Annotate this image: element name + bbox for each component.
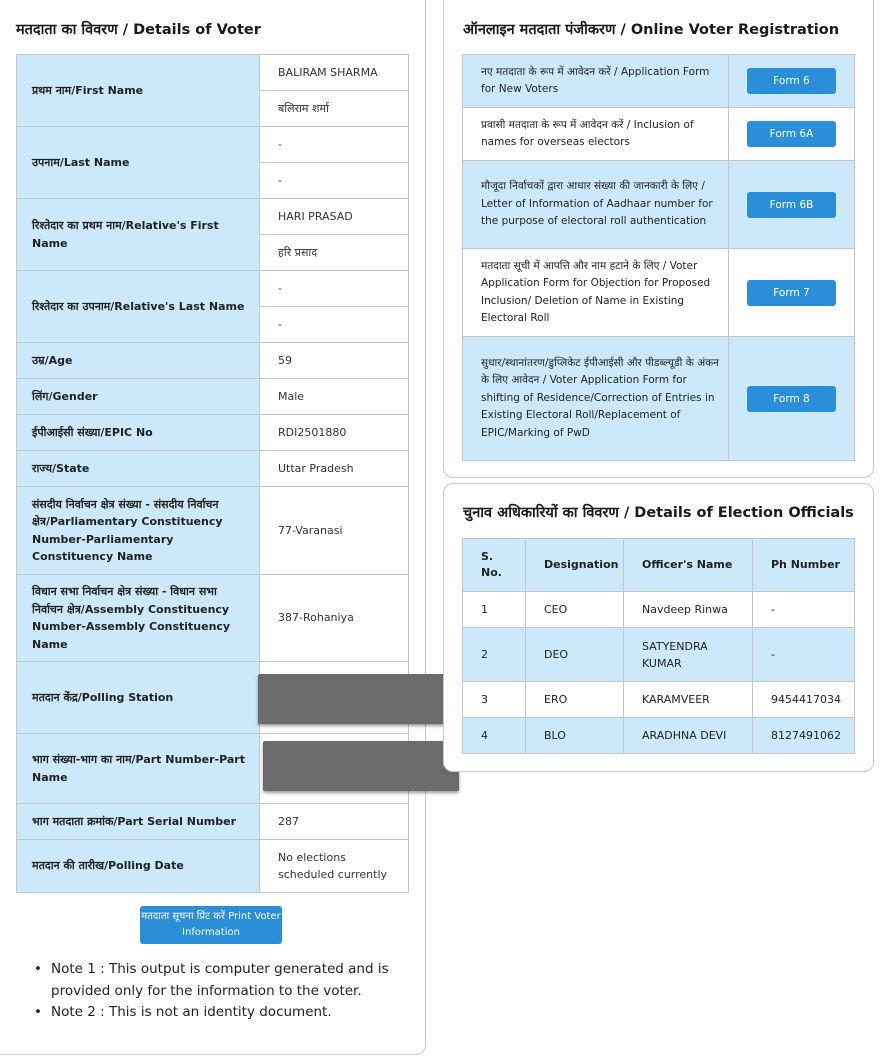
relative-last-name-value-en: - xyxy=(260,271,409,307)
last-name-value-hi: - xyxy=(260,163,409,199)
table-row xyxy=(17,271,409,307)
election-officials-panel xyxy=(443,483,874,772)
official-name: SATYENDRA KUMAR xyxy=(624,628,753,682)
table-row xyxy=(17,451,409,487)
voter-details-title: मतदाता का विवरण / Details of Voter xyxy=(16,22,261,38)
official-designation: DEO xyxy=(526,628,624,682)
parliamentary-constituency-value: 77-Varanasi xyxy=(260,487,409,575)
form-6a-description: प्रवासी मतदाता के रूप में आवेदन करें / Inclusion of names for overseas electors xyxy=(463,108,729,161)
online-registration-table xyxy=(462,54,855,461)
official-name: KARAMVEER xyxy=(624,682,753,718)
first-name-label: प्रथम नाम/First Name xyxy=(17,55,260,127)
note-1: • Note 1 : This output is computer generated and is provided only for the information to the voter. xyxy=(50,959,410,1002)
official-serial: 1 xyxy=(463,592,526,628)
epic-value: RDI2501880 xyxy=(260,415,409,451)
election-officials-table xyxy=(462,538,855,754)
assembly-constituency-value: 387-Rohaniya xyxy=(260,575,409,662)
form-8-description: सुधार/स्थानांतरण/डुप्लिकेट ईपीआईसी और पीडब्ल्यूडी के अंकन के लिए आवेदन / Voter Application Form for shifting of Residence/Correction of Entries in Existing Electoral Roll/Replacement of EPIC/Marking of PwD xyxy=(463,337,729,461)
polling-date-value: No elections scheduled currently xyxy=(260,840,409,893)
online-registration-title: ऑनलाइन मतदाता पंजीकरण / Online Voter Registration xyxy=(463,22,840,38)
official-serial: 4 xyxy=(463,718,526,754)
form-7-description: मतदाता सूची में आपत्ति और नाम हटाने के लिए / Voter Application Form for Objection for Proposed Inclusion/ Deletion of Name in Existing Electoral Roll xyxy=(463,249,729,337)
redaction-bar-part-number xyxy=(263,741,459,791)
first-name-value-hi: बलिराम शर्मा xyxy=(260,91,409,127)
form-6a-button[interactable]: Form 6A xyxy=(747,121,836,147)
gender-label: लिंग/Gender xyxy=(17,379,260,415)
relative-last-name-value-hi: - xyxy=(260,307,409,343)
table-row xyxy=(463,592,855,628)
table-row xyxy=(17,415,409,451)
table-row xyxy=(463,55,855,108)
notes-list xyxy=(50,959,410,1024)
table-row xyxy=(17,575,409,662)
official-serial: 3 xyxy=(463,682,526,718)
form-6b-description: मौजूदा निर्वाचकों द्वारा आधार संख्या की जानकारी के लिए / Letter of Information of Aadhaar number for the purpose of electoral roll authentication xyxy=(463,161,729,249)
table-row xyxy=(17,487,409,575)
official-serial: 2 xyxy=(463,628,526,682)
table-row xyxy=(17,379,409,415)
official-designation: BLO xyxy=(526,718,624,754)
table-row xyxy=(463,337,855,461)
header-serial-number: S. No. xyxy=(463,539,526,592)
form-6-description: नए मतदाता के रूप में आवेदन करें / Application Form for New Voters xyxy=(463,55,729,108)
form-8-button[interactable]: Form 8 xyxy=(747,386,836,412)
table-row xyxy=(463,161,855,249)
table-row xyxy=(17,199,409,235)
election-officials-title: चुनाव अधिकारियों का विवरण / Details of Election Officials xyxy=(463,505,854,521)
official-name: ARADHNA DEVI xyxy=(624,718,753,754)
voter-details-panel xyxy=(0,0,426,1055)
part-serial-number-label: भाग मतदाता क्रमांक/Part Serial Number xyxy=(17,804,260,840)
parliamentary-constituency-label: संसदीय निर्वाचन क्षेत्र संख्या - संसदीय निर्वाचन क्षेत्र/Parliamentary Constituency Number-Parliamentary Constituency Name xyxy=(17,487,260,575)
table-row xyxy=(463,108,855,161)
table-row xyxy=(17,55,409,91)
polling-station-label: मतदान केंद्र/Polling Station xyxy=(17,662,260,734)
official-phone: - xyxy=(753,628,855,682)
table-row xyxy=(17,840,409,893)
part-number-label: भाग संख्या-भाग का नाम/Part Number-Part Name xyxy=(17,734,260,804)
last-name-value-en: - xyxy=(260,127,409,163)
table-row xyxy=(463,628,855,682)
table-row xyxy=(463,718,855,754)
table-row xyxy=(463,249,855,337)
header-designation: Designation xyxy=(526,539,624,592)
online-registration-panel xyxy=(443,0,874,478)
header-officer-name: Officer's Name xyxy=(624,539,753,592)
redaction-bar-polling-station xyxy=(258,674,454,724)
relative-first-name-value-hi: हरि प्रसाद xyxy=(260,235,409,271)
relative-first-name-label: रिश्तेदार का प्रथम नाम/Relative's First Name xyxy=(17,199,260,271)
state-value: Uttar Pradesh xyxy=(260,451,409,487)
last-name-label: उपनाम/Last Name xyxy=(17,127,260,199)
age-label: उम्र/Age xyxy=(17,343,260,379)
epic-label: ईपीआईसी संख्या/EPIC No xyxy=(17,415,260,451)
official-designation: CEO xyxy=(526,592,624,628)
relative-last-name-label: रिश्तेदार का उपनाम/Relative's Last Name xyxy=(17,271,260,343)
table-row xyxy=(17,343,409,379)
form-6-button[interactable]: Form 6 xyxy=(747,68,836,94)
table-row xyxy=(17,804,409,840)
official-phone: - xyxy=(753,592,855,628)
polling-date-label: मतदान की तारीख/Polling Date xyxy=(17,840,260,893)
form-7-button[interactable]: Form 7 xyxy=(747,280,836,306)
header-phone-number: Ph Number xyxy=(753,539,855,592)
part-serial-number-value: 287 xyxy=(260,804,409,840)
table-row xyxy=(463,682,855,718)
relative-first-name-value-en: HARI PRASAD xyxy=(260,199,409,235)
official-name: Navdeep Rinwa xyxy=(624,592,753,628)
official-designation: ERO xyxy=(526,682,624,718)
note-2: • Note 2 : This is not an identity document. xyxy=(50,1002,410,1024)
assembly-constituency-label: विधान सभा निर्वाचन क्षेत्र संख्या - विधान सभा निर्वाचन क्षेत्र/Assembly Constituency Number-Assembly Constituency Name xyxy=(17,575,260,662)
official-phone: 8127491062 xyxy=(753,718,855,754)
table-row xyxy=(17,127,409,163)
form-6b-button[interactable]: Form 6B xyxy=(747,192,836,218)
print-voter-information-button[interactable]: मतदाता सूचना प्रिंट करें Print Voter Information xyxy=(140,906,282,944)
official-phone: 9454417034 xyxy=(753,682,855,718)
age-value: 59 xyxy=(260,343,409,379)
table-header-row xyxy=(463,539,855,592)
state-label: राज्य/State xyxy=(17,451,260,487)
first-name-value-en: BALIRAM SHARMA xyxy=(260,55,409,91)
gender-value: Male xyxy=(260,379,409,415)
